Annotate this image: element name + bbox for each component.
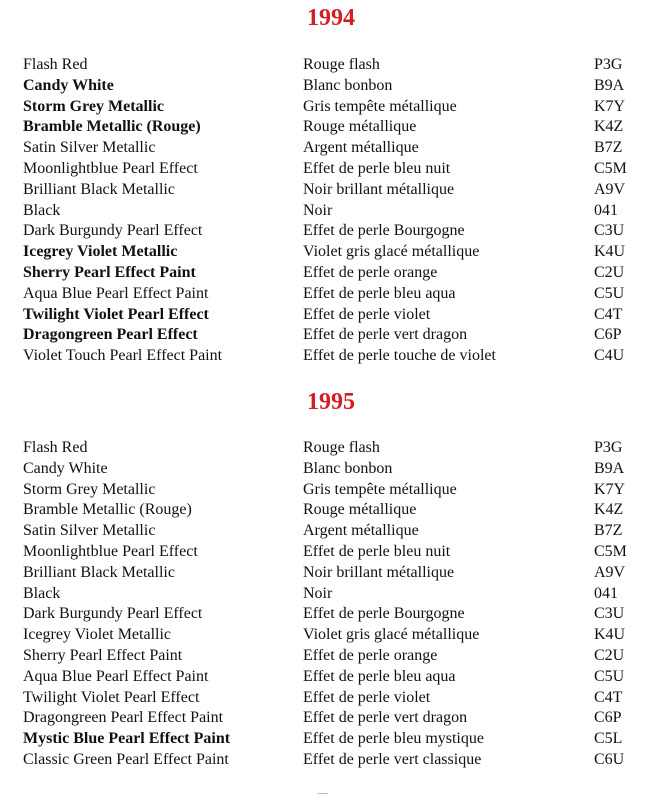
paint-code: K4Z — [594, 501, 624, 519]
color-name-french: Effet de perle violet — [303, 688, 431, 706]
table-row — [0, 138, 662, 159]
color-name-french: Rouge métallique — [303, 118, 417, 136]
color-name-english: Black — [23, 584, 61, 602]
color-name-english: Violet Touch Pearl Effect Paint — [23, 347, 223, 365]
table-row — [0, 480, 662, 501]
color-name-english: Satin Silver Metallic — [23, 522, 156, 540]
paint-code: K7Y — [594, 97, 626, 115]
table-row — [0, 584, 662, 605]
table-row — [0, 117, 662, 138]
color-name-english: Dragongreen Pearl Effect — [23, 326, 198, 344]
color-name-english: Moonlightblue Pearl Effect — [23, 542, 198, 560]
color-name-english: Bramble Metallic (Rouge) — [23, 118, 201, 136]
paint-code: P3G — [594, 439, 623, 456]
color-name-english: Moonlightblue Pearl Effect — [23, 159, 198, 177]
color-name-french: Effet de perle vert classique — [303, 750, 482, 768]
table-row — [0, 500, 662, 521]
table-row — [0, 55, 662, 76]
table-row — [0, 729, 662, 750]
color-name-english: Storm Grey Metallic — [23, 480, 156, 498]
paint-code: C6P — [594, 326, 622, 344]
table-row — [0, 521, 662, 542]
paint-code: K4U — [594, 243, 626, 261]
color-name-english: Satin Silver Metallic — [23, 139, 156, 157]
color-name-french: Effet de perle bleu aqua — [303, 284, 456, 302]
paint-code: C3U — [594, 605, 625, 623]
color-name-english: Candy White — [23, 459, 108, 477]
color-name-french: Blanc bonbon — [303, 459, 393, 477]
color-name-french: Effet de perle Bourgogne — [303, 605, 465, 623]
paint-code: B7Z — [594, 522, 623, 540]
color-name-french: Violet gris glacé métallique — [303, 243, 480, 261]
table-row — [0, 325, 662, 346]
color-name-french: Rouge flash — [303, 56, 380, 73]
table-row — [0, 542, 662, 563]
paint-code: C5U — [594, 284, 625, 302]
paint-code: C3U — [594, 222, 625, 240]
color-name-english: Icegrey Violet Metallic — [23, 626, 172, 644]
table-row — [0, 221, 662, 242]
table-row — [0, 180, 662, 201]
color-name-english: Twilight Violet Pearl Effect — [23, 688, 200, 706]
color-name-english: Mystic Blue Pearl Effect Paint — [23, 730, 231, 748]
paint-code: C4T — [594, 688, 623, 706]
color-name-english: Sherry Pearl Effect Paint — [23, 646, 183, 664]
table-row — [0, 159, 662, 180]
color-list — [0, 438, 662, 771]
color-name-english: Icegrey Violet Metallic — [23, 243, 178, 261]
table-row — [0, 563, 662, 584]
year-heading: 1994 — [307, 5, 355, 31]
color-list — [0, 55, 662, 367]
color-name-french: Effet de perle bleu aqua — [303, 667, 456, 685]
table-row — [0, 646, 662, 667]
color-name-english: Aqua Blue Pearl Effect Paint — [23, 284, 209, 302]
color-name-french: Argent métallique — [303, 522, 419, 540]
color-name-english: Bramble Metallic (Rouge) — [23, 501, 192, 519]
paint-code: C5M — [594, 542, 627, 560]
paint-code: B7Z — [594, 139, 623, 157]
color-name-english: Brilliant Black Metallic — [23, 563, 175, 581]
color-name-english: Black — [23, 201, 61, 219]
color-name-french: Effet de perle violet — [303, 305, 431, 323]
color-name-french: Argent métallique — [303, 139, 419, 157]
color-name-english: Aqua Blue Pearl Effect Paint — [23, 667, 209, 685]
paint-code: C4U — [594, 347, 625, 365]
color-name-english: Dragongreen Pearl Effect Paint — [23, 709, 224, 727]
color-name-french: Effet de perle vert dragon — [303, 709, 468, 727]
paint-code: K7Y — [594, 480, 626, 498]
color-name-french: Gris tempête métallique — [303, 480, 457, 498]
color-name-english: Brilliant Black Metallic — [23, 180, 175, 198]
table-row — [0, 459, 662, 480]
table-row — [0, 263, 662, 284]
paint-code: P3G — [594, 56, 623, 73]
color-name-english: Candy White — [23, 76, 114, 94]
paint-code: C2U — [594, 646, 625, 664]
page-edge-mark — [318, 793, 328, 797]
color-name-french: Rouge flash — [303, 439, 380, 456]
color-name-french: Effet de perle orange — [303, 263, 438, 281]
table-row — [0, 708, 662, 729]
color-name-english: Flash Red — [23, 56, 88, 73]
color-name-french: Blanc bonbon — [303, 76, 393, 94]
paint-code: B9A — [594, 76, 625, 94]
table-row — [0, 750, 662, 771]
color-name-french: Noir — [303, 584, 333, 602]
paint-code: C5L — [594, 730, 623, 748]
year-heading: 1995 — [307, 389, 355, 415]
color-name-english: Sherry Pearl Effect Paint — [23, 263, 196, 281]
color-name-french: Rouge métallique — [303, 501, 417, 519]
paint-code: K4U — [594, 626, 626, 644]
color-name-english: Classic Green Pearl Effect Paint — [23, 750, 229, 768]
table-row — [0, 438, 662, 459]
paint-code: C2U — [594, 263, 625, 281]
color-name-english: Dark Burgundy Pearl Effect — [23, 222, 203, 240]
color-name-french: Noir brillant métallique — [303, 563, 455, 581]
color-name-french: Effet de perle orange — [303, 646, 438, 664]
color-name-french: Effet de perle bleu nuit — [303, 542, 451, 560]
paint-code: C5M — [594, 159, 627, 177]
color-name-french: Effet de perle bleu mystique — [303, 730, 484, 748]
table-row — [0, 604, 662, 625]
paint-code: C6U — [594, 750, 625, 768]
color-name-french: Effet de perle Bourgogne — [303, 222, 465, 240]
color-name-french: Effet de perle touche de violet — [303, 347, 496, 365]
table-row — [0, 76, 662, 97]
color-name-english: Twilight Violet Pearl Effect — [23, 305, 209, 323]
color-name-french: Effet de perle vert dragon — [303, 326, 468, 344]
paint-code: 041 — [594, 201, 618, 219]
color-name-french: Violet gris glacé métallique — [303, 626, 480, 644]
table-row — [0, 242, 662, 263]
paint-code: 041 — [594, 584, 618, 602]
table-row — [0, 688, 662, 709]
color-name-english: Flash Red — [23, 439, 88, 456]
table-row — [0, 346, 662, 367]
color-name-english: Storm Grey Metallic — [23, 97, 164, 115]
paint-code: K4Z — [594, 118, 624, 136]
table-row — [0, 97, 662, 118]
table-row — [0, 625, 662, 646]
paint-code: A9V — [594, 563, 626, 581]
color-name-french: Noir — [303, 201, 333, 219]
color-name-english: Dark Burgundy Pearl Effect — [23, 605, 203, 623]
color-name-french: Gris tempête métallique — [303, 97, 457, 115]
paint-code: C5U — [594, 667, 625, 685]
paint-code: A9V — [594, 180, 626, 198]
table-row — [0, 305, 662, 326]
color-name-french: Noir brillant métallique — [303, 180, 455, 198]
color-name-french: Effet de perle bleu nuit — [303, 159, 451, 177]
paint-code: B9A — [594, 459, 625, 477]
table-row — [0, 667, 662, 688]
paint-code: C6P — [594, 709, 622, 727]
paint-code: C4T — [594, 305, 623, 323]
table-row — [0, 201, 662, 222]
table-row — [0, 284, 662, 305]
